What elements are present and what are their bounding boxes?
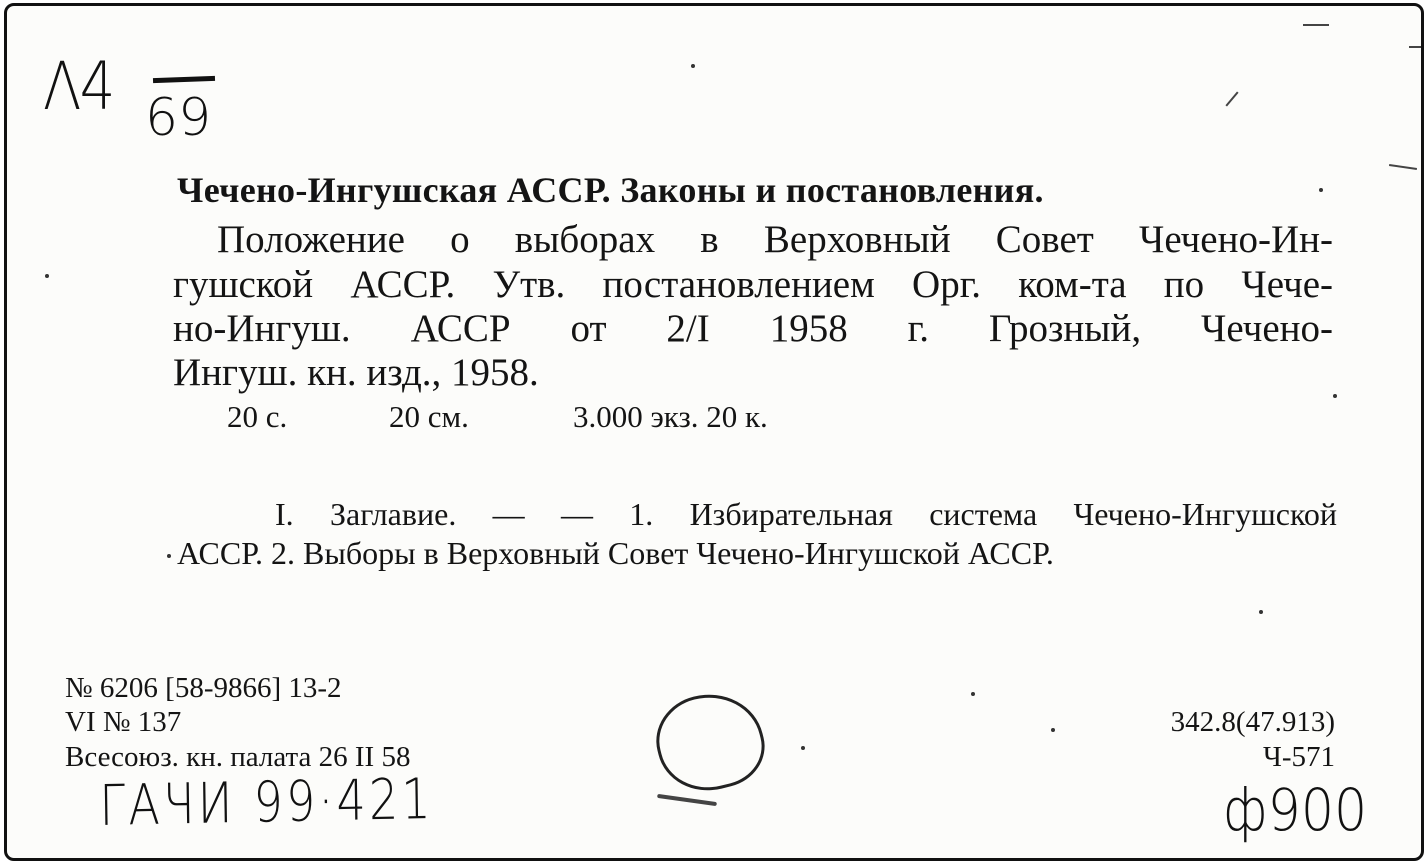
pages-count: 20 с. — [227, 399, 288, 434]
scan-speck — [1051, 728, 1055, 732]
cutter-number: Ч-571 — [1262, 741, 1335, 773]
scan-speck — [691, 64, 695, 68]
scan-speck — [167, 554, 171, 558]
chamber-imprint: Всесоюз. кн. палата 26 II 58 — [65, 741, 411, 773]
series-number: VI № 137 — [65, 706, 182, 738]
scan-speck — [801, 746, 805, 750]
scan-scratch — [1225, 91, 1238, 106]
description-line: Положение о выборах в Верховный Совет Чечено-Ин- — [217, 218, 1333, 261]
registration-number: № 6206 [58-9866] 13-2 — [65, 672, 342, 704]
scan-scratch — [1409, 46, 1423, 48]
subject-headings-line: I. Заглавие. — — 1. Избирательная система Чечено-Ингушской — [275, 496, 1337, 532]
description-line: Ингуш. кн. изд., 1958. — [173, 351, 539, 394]
description-line: но-Ингуш. АССР от 2/I 1958 г. Грозный, Чечено- — [173, 307, 1333, 350]
shelfmark-handwritten: Λ4 — [43, 48, 114, 125]
scan-speck — [1319, 188, 1323, 192]
description-line: гушской АССР. Утв. постановлением Орг. ком-та по Чече- — [173, 263, 1333, 306]
shelfmark-fraction-bar — [153, 76, 215, 83]
stamp-smudge — [657, 794, 717, 806]
udc-classification: 342.8(47.913) — [1170, 706, 1335, 738]
scan-speck — [1259, 610, 1263, 614]
scan-scratch — [1389, 164, 1417, 170]
subject-headings-line: АССР. 2. Выборы в Верховный Совет Чечено-Ингушской АССР. — [177, 535, 1054, 571]
archive-handwritten-mark: ГАЧИ 99·421 — [99, 766, 435, 839]
catalog-card — [4, 3, 1424, 861]
scan-speck — [45, 274, 49, 278]
scan-speck — [971, 692, 975, 696]
card-heading: Чечено-Ингушская АССР. Законы и постановления. — [177, 170, 1044, 210]
scan-speck — [1333, 394, 1337, 398]
price-handwritten-mark: ф900 — [1222, 776, 1367, 844]
shelfmark-number: 69 — [145, 88, 212, 148]
scan-scratch — [1303, 24, 1329, 26]
print-run-price: 3.000 экз. 20 к. — [573, 399, 768, 434]
book-size: 20 см. — [389, 399, 469, 434]
stamp-circle — [647, 683, 773, 802]
